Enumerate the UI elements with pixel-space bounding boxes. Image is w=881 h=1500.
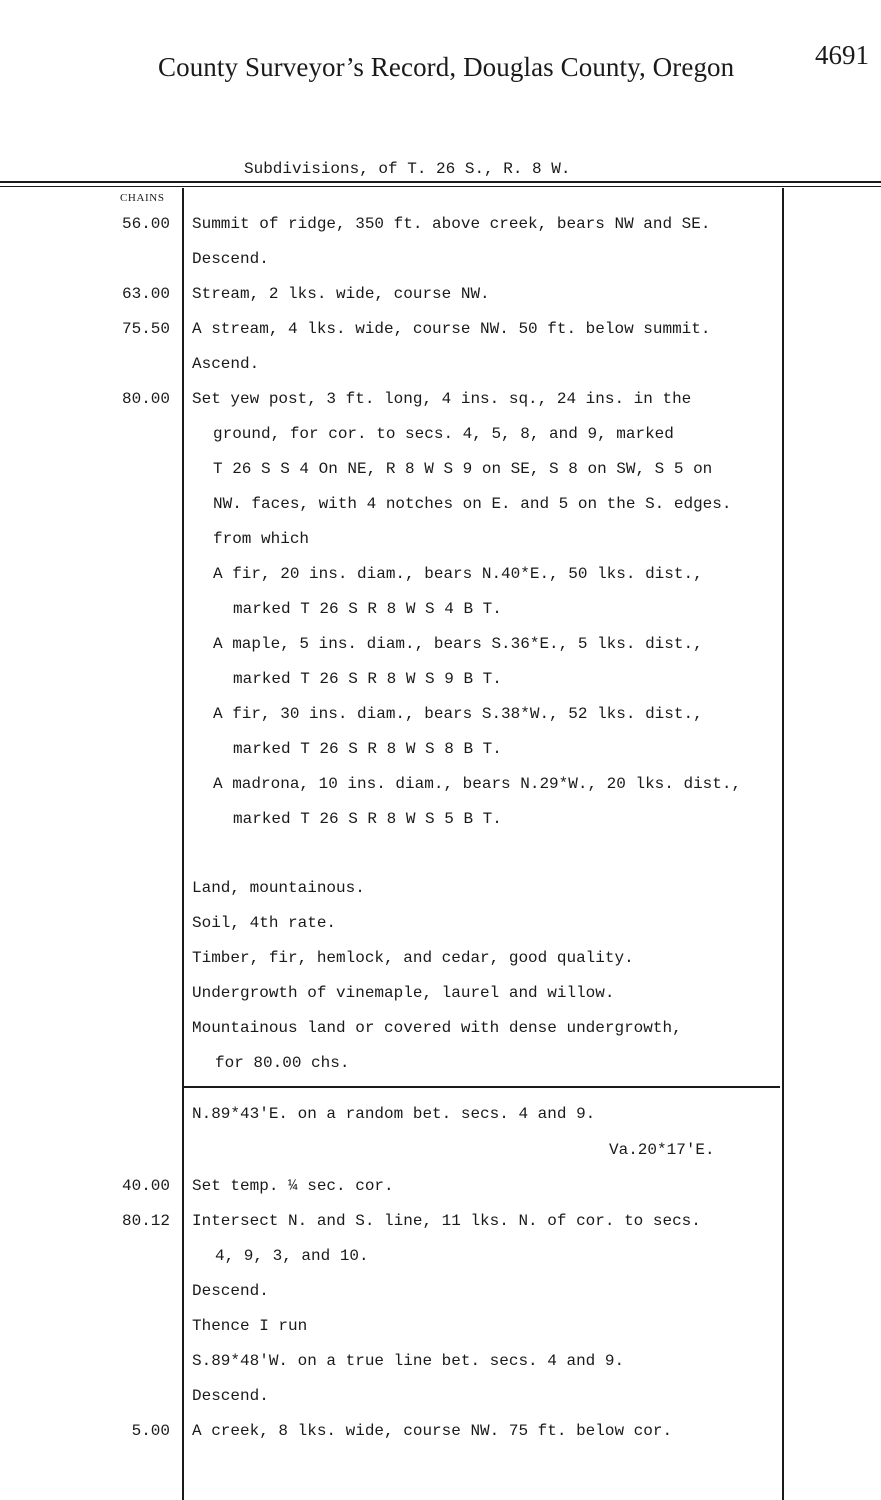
record-line: ground, for cor. to secs. 4, 5, 8, and 9, marked [213, 425, 674, 443]
record-line: T 26 S S 4 On NE, R 8 W S 9 on SE, S 8 on SW, S 5 on [213, 460, 713, 478]
record-line: NW. faces, with 4 notches on E. and 5 on the S. edges. [213, 495, 732, 513]
record-line: Set temp. ¼ sec. cor. [192, 1177, 394, 1195]
page-number: 4691 [815, 40, 869, 70]
top-rule [0, 181, 881, 183]
section-divider [183, 1086, 780, 1088]
record-line: marked T 26 S R 8 W S 4 B T. [233, 600, 502, 618]
record-line: for 80.00 chs. [215, 1054, 350, 1072]
record-line: A creek, 8 lks. wide, course NW. 75 ft. below cor. [192, 1422, 673, 1440]
record-line: 4, 9, 3, and 10. [215, 1247, 369, 1265]
record-line: N.89*43'E. on a random bet. secs. 4 and 9. [192, 1105, 596, 1123]
record-line: Stream, 2 lks. wide, course NW. [192, 285, 490, 303]
record-line: A fir, 30 ins. diam., bears S.38*W., 52 lks. dist., [213, 705, 703, 723]
chain-value: 80.12 [121, 1212, 170, 1230]
record-line: Set yew post, 3 ft. long, 4 ins. sq., 24 ins. in the [192, 390, 692, 408]
record-line: marked T 26 S R 8 W S 5 B T. [233, 810, 502, 828]
record-line: S.89*48'W. on a true line bet. secs. 4 and 9. [192, 1352, 625, 1370]
record-line: A fir, 20 ins. diam., bears N.40*E., 50 lks. dist., [213, 565, 703, 583]
record-line: A madrona, 10 ins. diam., bears N.29*W., 20 lks. dist., [213, 775, 742, 793]
chain-value: 63.00 [121, 285, 170, 303]
chain-value: 56.00 [121, 215, 170, 233]
page-title: County Surveyor’s Record, Douglas County, Oregon [158, 52, 735, 82]
chains-column-divider [182, 188, 184, 1500]
top-rule-secondary [0, 186, 881, 187]
record-line: Descend. [192, 250, 269, 268]
record-line: Land, mountainous. [192, 879, 365, 897]
record-line: Va.20*17'E. [609, 1141, 715, 1159]
record-line: Summit of ridge, 350 ft. above creek, bears NW and SE. [192, 215, 711, 233]
document-subtitle: Subdivisions, of T. 26 S., R. 8 W. [244, 160, 571, 178]
record-line: Descend. [192, 1387, 269, 1405]
record-line: Ascend. [192, 355, 260, 373]
right-border [782, 188, 784, 1500]
record-line: Intersect N. and S. line, 11 lks. N. of cor. to secs. [192, 1212, 701, 1230]
record-line: Undergrowth of vinemaple, laurel and willow. [192, 984, 615, 1002]
record-line: Timber, fir, hemlock, and cedar, good quality. [192, 949, 634, 967]
record-line: marked T 26 S R 8 W S 8 B T. [233, 740, 502, 758]
chain-value: 40.00 [121, 1177, 170, 1195]
record-line: Mountainous land or covered with dense undergrowth, [192, 1019, 682, 1037]
chain-value: 5.00 [131, 1422, 170, 1440]
record-line: Descend. [192, 1282, 269, 1300]
record-line: Thence I run [192, 1317, 308, 1335]
record-line: A maple, 5 ins. diam., bears S.36*E., 5 lks. dist., [213, 635, 703, 653]
record-line: Soil, 4th rate. [192, 914, 337, 932]
chains-column-header: CHAINS [120, 192, 165, 204]
record-line: A stream, 4 lks. wide, course NW. 50 ft. below summit. [192, 320, 711, 338]
record-line: from which [213, 530, 310, 548]
chain-value: 80.00 [121, 390, 170, 408]
record-line: marked T 26 S R 8 W S 9 B T. [233, 670, 502, 688]
chain-value: 75.50 [121, 320, 170, 338]
